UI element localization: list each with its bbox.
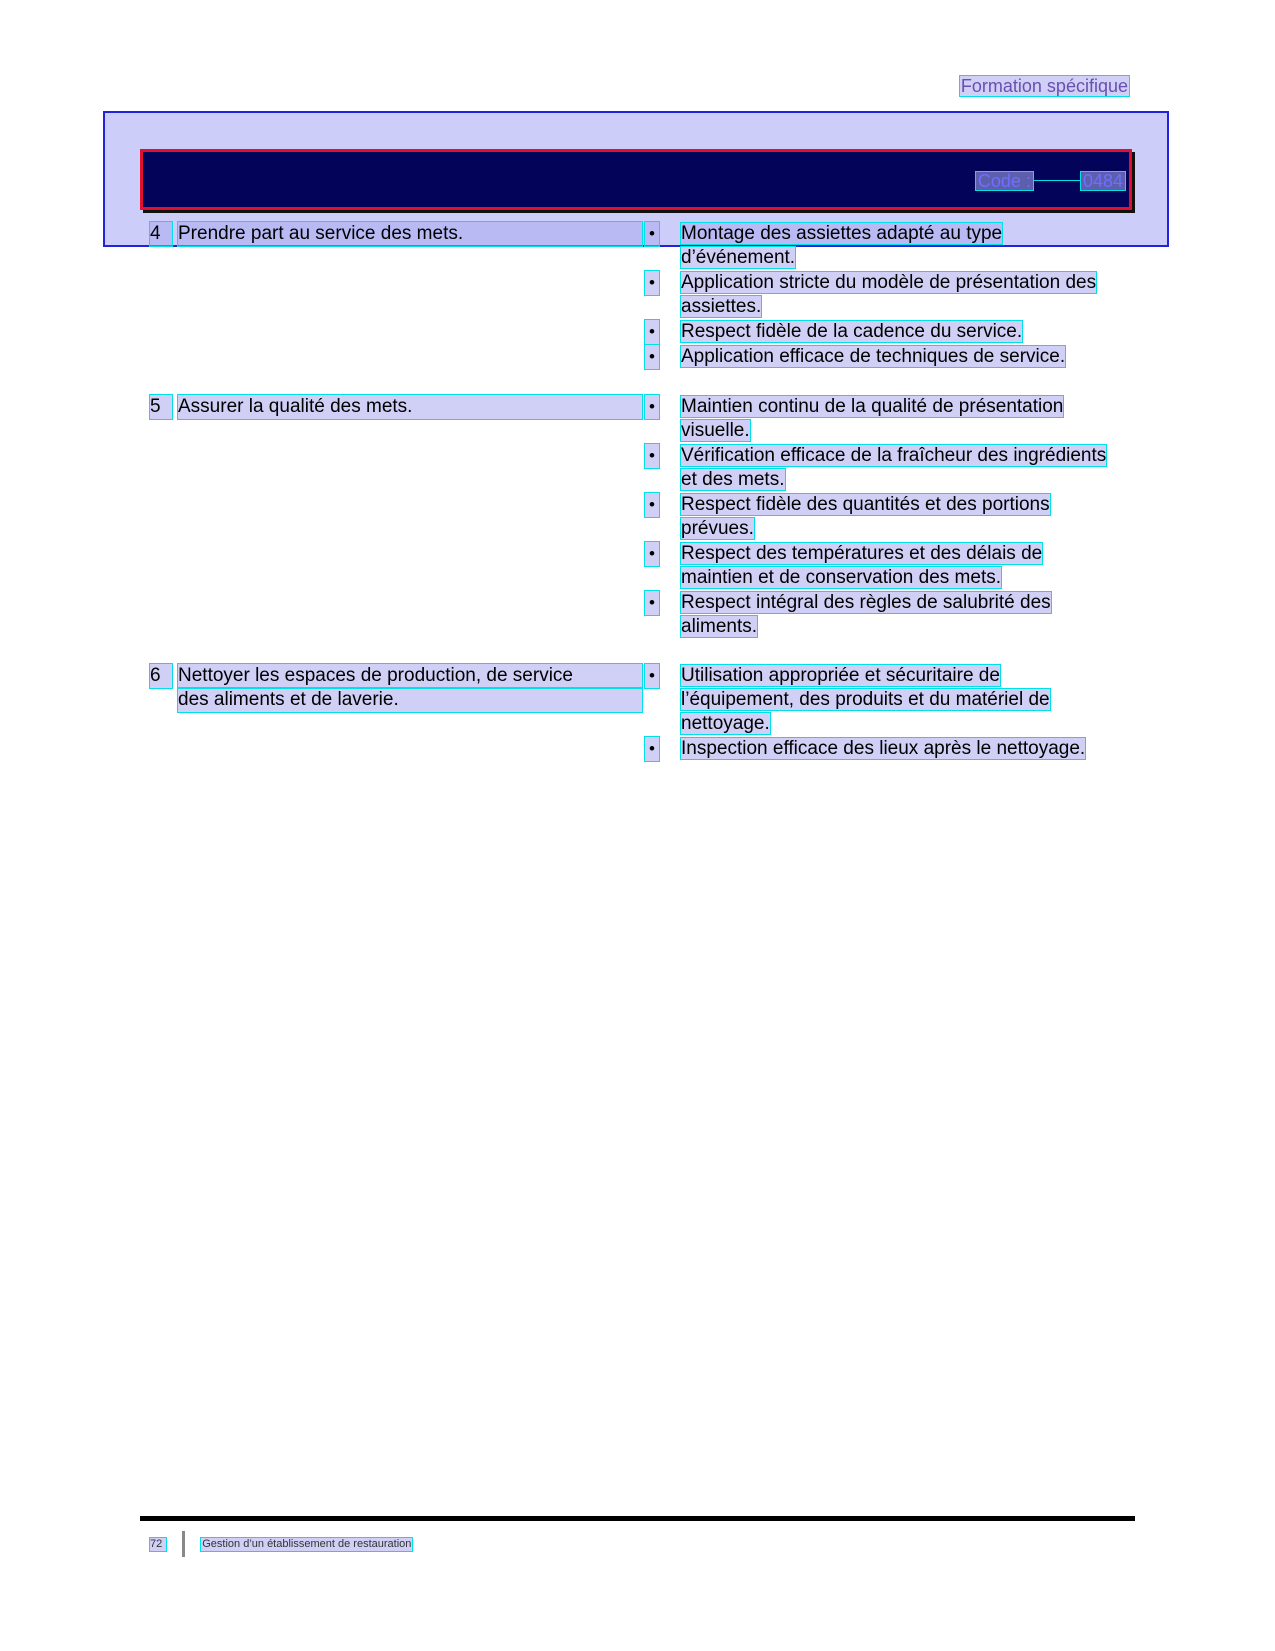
page-number: 72 bbox=[150, 1538, 166, 1551]
operation-line: Nettoyer les espaces de production, de service bbox=[178, 664, 642, 688]
footer-title: Gestion d’un établissement de restauration bbox=[202, 1537, 412, 1550]
bullet-icon: • bbox=[645, 395, 659, 419]
criterion-text: Montage des assiettes adapté au type d’événement. bbox=[681, 223, 1003, 268]
code-word: Code : bbox=[977, 171, 1031, 191]
operation-number: 6 bbox=[150, 664, 172, 688]
operation-line: Assurer la qualité des mets. bbox=[178, 395, 642, 419]
bullet-icon: • bbox=[645, 320, 659, 344]
code-number: 0484 bbox=[1082, 171, 1123, 191]
operation-number: 4 bbox=[150, 222, 172, 246]
bullet-icon: • bbox=[645, 222, 659, 246]
operation-text bbox=[178, 222, 642, 246]
page-footer bbox=[150, 1531, 412, 1557]
criterion bbox=[645, 395, 1115, 443]
operation-text bbox=[178, 395, 642, 419]
criterion bbox=[645, 345, 1115, 369]
criterion-text: Respect fidèle de la cadence du service. bbox=[681, 321, 1023, 342]
operation-text bbox=[178, 664, 642, 712]
criterion-text: Maintien continu de la qualité de présentation visuelle. bbox=[681, 396, 1064, 441]
bullet-icon: • bbox=[645, 271, 659, 295]
criteria-list bbox=[645, 664, 1115, 762]
bullet-icon: • bbox=[645, 664, 659, 688]
criterion bbox=[645, 444, 1115, 492]
criterion bbox=[645, 493, 1115, 541]
bullet-icon: • bbox=[645, 737, 659, 761]
criterion-text: Application stricte du modèle de présentation des assiettes. bbox=[681, 272, 1097, 317]
operation-line: Prendre part au service des mets. bbox=[178, 222, 642, 246]
criterion bbox=[645, 320, 1115, 344]
criterion bbox=[645, 271, 1115, 319]
bullet-icon: • bbox=[645, 493, 659, 517]
footer-separator bbox=[182, 1531, 185, 1557]
criterion bbox=[645, 542, 1115, 590]
criterion-text: Utilisation appropriée et sécuritaire de l’équipement, des produits et du matériel de nettoyage. bbox=[681, 665, 1050, 734]
footer-rule bbox=[140, 1516, 1135, 1521]
code-label bbox=[976, 172, 1125, 190]
code-gap bbox=[1033, 180, 1081, 182]
bullet-icon: • bbox=[645, 591, 659, 615]
criterion bbox=[645, 664, 1115, 736]
criterion-text: Inspection efficace des lieux après le nettoyage. bbox=[681, 738, 1086, 759]
bullet-icon: • bbox=[645, 542, 659, 566]
criterion bbox=[645, 737, 1115, 761]
bullet-icon: • bbox=[645, 444, 659, 468]
operation-number: 5 bbox=[150, 395, 172, 419]
operation-line: des aliments et de laverie. bbox=[178, 688, 642, 712]
title-bar bbox=[140, 149, 1132, 210]
criterion-text: Respect des températures et des délais de maintien et de conservation des mets. bbox=[681, 543, 1043, 588]
criterion bbox=[645, 591, 1115, 639]
criteria-list bbox=[645, 395, 1115, 640]
criterion-text: Vérification efficace de la fraîcheur des ingrédients et des mets. bbox=[681, 445, 1107, 490]
bullet-icon: • bbox=[645, 345, 659, 369]
criterion-text: Respect fidèle des quantités et des portions prévues. bbox=[681, 494, 1050, 539]
criterion-text: Application efficace de techniques de service. bbox=[681, 346, 1066, 367]
criterion-text: Respect intégral des règles de salubrité des aliments. bbox=[681, 592, 1051, 637]
criterion bbox=[645, 222, 1115, 270]
running-header: Formation spécifique bbox=[960, 76, 1128, 96]
criteria-list bbox=[645, 222, 1115, 370]
